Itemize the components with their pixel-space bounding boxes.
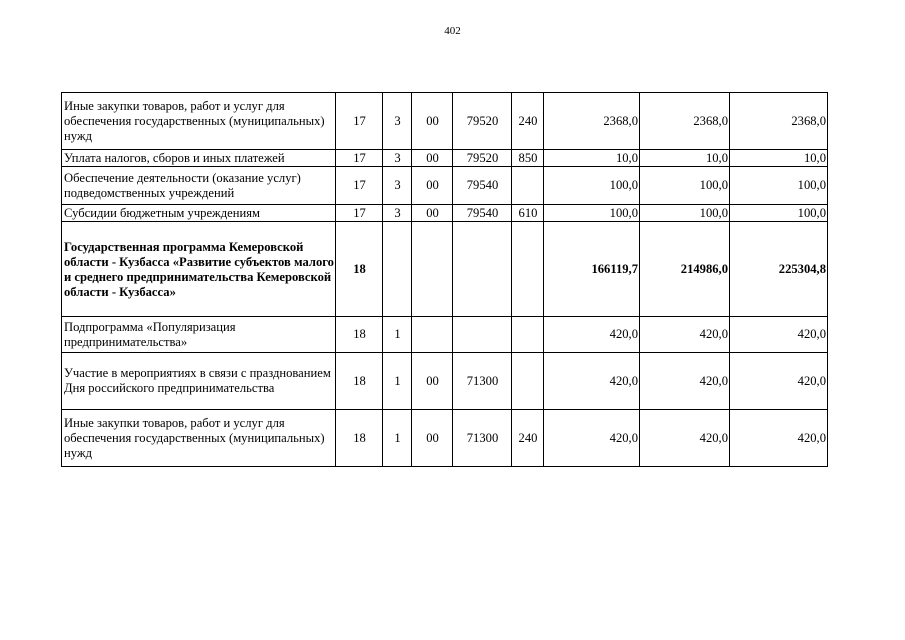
budget-table (61, 92, 828, 467)
amount-year-3: 420,0 (730, 317, 828, 353)
program-code: 17 (336, 150, 383, 167)
program-code: 18 (336, 222, 383, 317)
amount-year-1: 10,0 (544, 150, 640, 167)
program-code: 18 (336, 410, 383, 467)
program-code: 18 (336, 317, 383, 353)
row-name: Иные закупки товаров, работ и услуг для обеспечения государственных (муниципальных) нужд (62, 410, 336, 467)
direction-code: 79540 (453, 167, 512, 205)
amount-year-2: 214986,0 (640, 222, 730, 317)
block-code: 00 (412, 205, 453, 222)
amount-year-1: 100,0 (544, 205, 640, 222)
direction-code: 79520 (453, 93, 512, 150)
expense-type-code (512, 167, 544, 205)
expense-type-code: 610 (512, 205, 544, 222)
row-name: Уплата налогов, сборов и иных платежей (62, 150, 336, 167)
subprogram-code: 3 (383, 150, 412, 167)
amount-year-1: 166119,7 (544, 222, 640, 317)
amount-year-1: 420,0 (544, 317, 640, 353)
table-row (62, 317, 828, 353)
direction-code (453, 317, 512, 353)
program-code: 17 (336, 205, 383, 222)
expense-type-code: 240 (512, 410, 544, 467)
block-code (412, 317, 453, 353)
row-name: Участие в мероприятиях в связи с празднованием Дня российского предпринимательства (62, 353, 336, 410)
table-row (62, 167, 828, 205)
block-code: 00 (412, 150, 453, 167)
amount-year-2: 420,0 (640, 353, 730, 410)
direction-code: 79520 (453, 150, 512, 167)
table-row (62, 205, 828, 222)
amount-year-2: 2368,0 (640, 93, 730, 150)
amount-year-3: 420,0 (730, 410, 828, 467)
table-row (62, 222, 828, 317)
subprogram-code: 3 (383, 93, 412, 150)
expense-type-code (512, 353, 544, 410)
table-row (62, 150, 828, 167)
expense-type-code: 240 (512, 93, 544, 150)
row-name: Обеспечение деятельности (оказание услуг) подведомственных учреждений (62, 167, 336, 205)
amount-year-3: 10,0 (730, 150, 828, 167)
amount-year-3: 100,0 (730, 167, 828, 205)
amount-year-3: 225304,8 (730, 222, 828, 317)
amount-year-2: 420,0 (640, 410, 730, 467)
direction-code: 71300 (453, 353, 512, 410)
amount-year-1: 2368,0 (544, 93, 640, 150)
direction-code: 79540 (453, 205, 512, 222)
amount-year-1: 420,0 (544, 353, 640, 410)
block-code: 00 (412, 353, 453, 410)
table-row (62, 353, 828, 410)
block-code: 00 (412, 167, 453, 205)
block-code (412, 222, 453, 317)
amount-year-3: 420,0 (730, 353, 828, 410)
block-code: 00 (412, 410, 453, 467)
expense-type-code (512, 222, 544, 317)
subprogram-code: 3 (383, 205, 412, 222)
row-name: Подпрограмма «Популяризация предпринимательства» (62, 317, 336, 353)
row-name: Государственная программа Кемеровской области - Кузбасса «Развитие субъектов малого и среднего предпринимательства Кемеровской области - Кузбасса» (62, 222, 336, 317)
row-name: Субсидии бюджетным учреждениям (62, 205, 336, 222)
subprogram-code (383, 222, 412, 317)
amount-year-2: 100,0 (640, 205, 730, 222)
program-code: 17 (336, 93, 383, 150)
amount-year-2: 420,0 (640, 317, 730, 353)
expense-type-code: 850 (512, 150, 544, 167)
page-number: 402 (444, 25, 461, 37)
expense-type-code (512, 317, 544, 353)
table-row (62, 410, 828, 467)
table-row (62, 93, 828, 150)
subprogram-code: 3 (383, 167, 412, 205)
program-code: 17 (336, 167, 383, 205)
direction-code (453, 222, 512, 317)
row-name: Иные закупки товаров, работ и услуг для обеспечения государственных (муниципальных) нужд (62, 93, 336, 150)
amount-year-2: 10,0 (640, 150, 730, 167)
amount-year-3: 2368,0 (730, 93, 828, 150)
amount-year-1: 100,0 (544, 167, 640, 205)
subprogram-code: 1 (383, 353, 412, 410)
amount-year-1: 420,0 (544, 410, 640, 467)
block-code: 00 (412, 93, 453, 150)
amount-year-2: 100,0 (640, 167, 730, 205)
subprogram-code: 1 (383, 317, 412, 353)
subprogram-code: 1 (383, 410, 412, 467)
direction-code: 71300 (453, 410, 512, 467)
program-code: 18 (336, 353, 383, 410)
amount-year-3: 100,0 (730, 205, 828, 222)
